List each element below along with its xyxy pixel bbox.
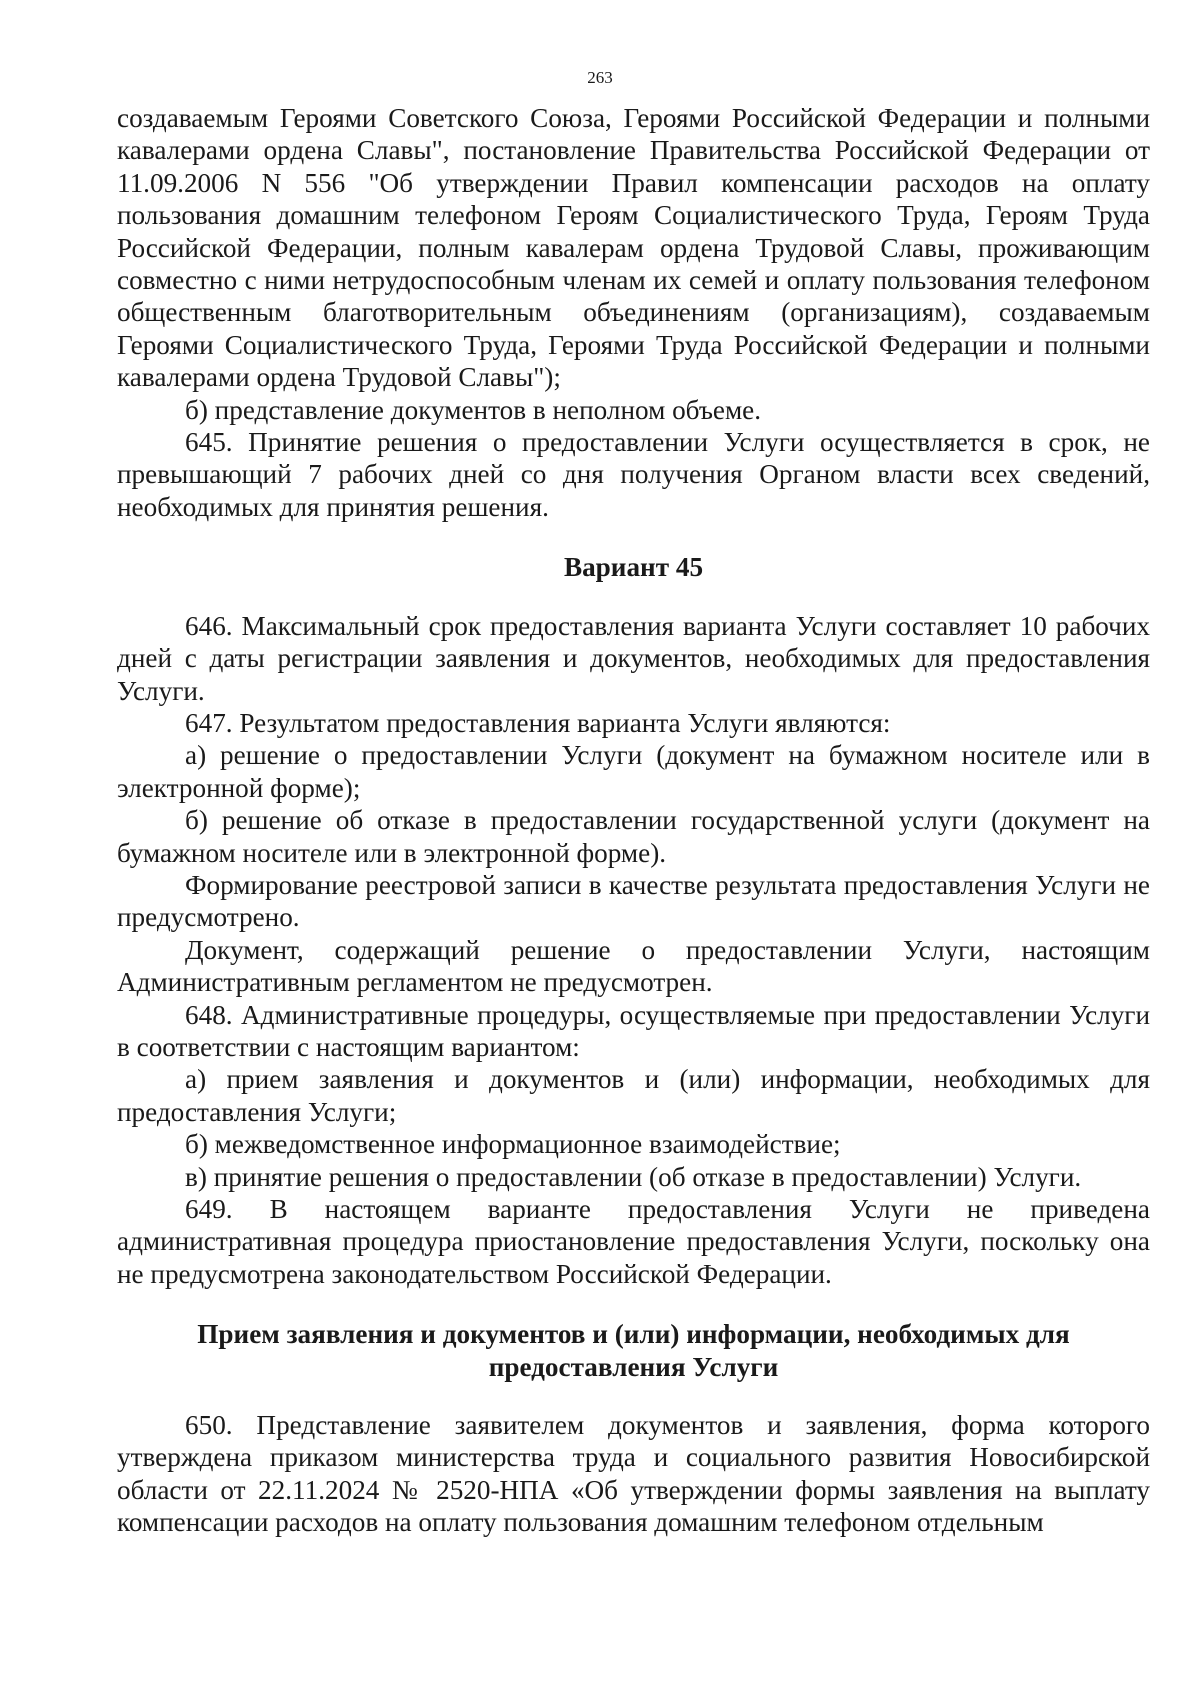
paragraph-registry-record: Формирование реестровой записи в качестве результата предоставления Услуги не предусмотрено. — [117, 869, 1150, 933]
heading-section-line1: Прием заявления и документов и (или) информации, необходимых для — [197, 1319, 1070, 1350]
document-body — [117, 102, 1150, 1539]
heading-section — [117, 1318, 1150, 1383]
heading-variant: Вариант 45 — [563, 552, 704, 583]
paragraph-continuation: создаваемым Героями Советского Союза, Героями Российской Федерации и полными кавалерами ордена Славы", постановление Правительства Российской Федерации от 11.09.2006 N 556 "Об утверждении Правил компенсации расходов на оплату пользования домашним телефоном Героям Социалистического Труда, Героям Труда Российской Федерации, полным кавалерам ордена Трудовой Славы, проживающим совместно с ними нетрудоспособным членам их семей и оплату пользования телефоном общественным благотворительным объединениям (организациям), создаваемым Героями Социалистического Труда, Героями Труда Российской Федерации и полными кавалерами ордена Трудовой Славы"); — [117, 103, 1150, 393]
paragraph-647: 647. Результатом предоставления варианта Услуги являются: — [185, 707, 891, 738]
list-item-a: а) решение о предоставлении Услуги (документ на бумажном носителе или в электронной форме); — [117, 740, 1150, 803]
heading-section-line2: предоставления Услуги — [488, 1351, 779, 1382]
paragraph-648: 648. Административные процедуры, осуществляемые при предоставлении Услуги в соответствии с настоящим вариантом: — [117, 999, 1150, 1062]
paragraph-646: 646. Максимальный срок предоставления варианта Услуги составляет 10 рабочих дней с даты регистрации заявления и документов, необходимых для предоставления Услуги. — [117, 610, 1150, 706]
paragraph-650: 650. Представление заявителем документов и заявления, форма которого утверждена приказом министерства труда и социального развития Новосибирской области от 22.11.2024 № 2520-НПА «Об утверждении формы заявления на выплату компенсации расходов на оплату пользования домашним телефоном отдельным — [117, 1410, 1150, 1538]
list-item-a: а) прием заявления и документов и (или) информации, необходимых для предоставления Услуги; — [117, 1064, 1150, 1127]
list-item-b: б) представление документов в неполном объеме. — [185, 394, 762, 425]
list-item-c: в) принятие решения о предоставлении (об отказе в предоставлении) Услуги. — [185, 1161, 1082, 1192]
paragraph-document-decision: Документ, содержащий решение о предоставлении Услуги, настоящим Административным регламентом не предусмотрен. — [117, 934, 1150, 998]
paragraph-645: 645. Принятие решения о предоставлении Услуги осуществляется в срок, не превышающий 7 рабочих дней со дня получения Органом власти всех сведений, необходимых для принятия решения. — [117, 427, 1150, 522]
page-number: 263 — [587, 68, 613, 87]
list-item-b: б) решение об отказе в предоставлении государственной услуги (документ на бумажном носителе или в электронной форме). — [117, 805, 1150, 868]
list-item-b: б) межведомственное информационное взаимодействие; — [185, 1129, 841, 1160]
paragraph-649: 649. В настоящем варианте предоставления Услуги не приведена административная процедура приостановление предоставления Услуги, поскольку она не предусмотрена законодательством Российской Федерации. — [117, 1194, 1150, 1289]
